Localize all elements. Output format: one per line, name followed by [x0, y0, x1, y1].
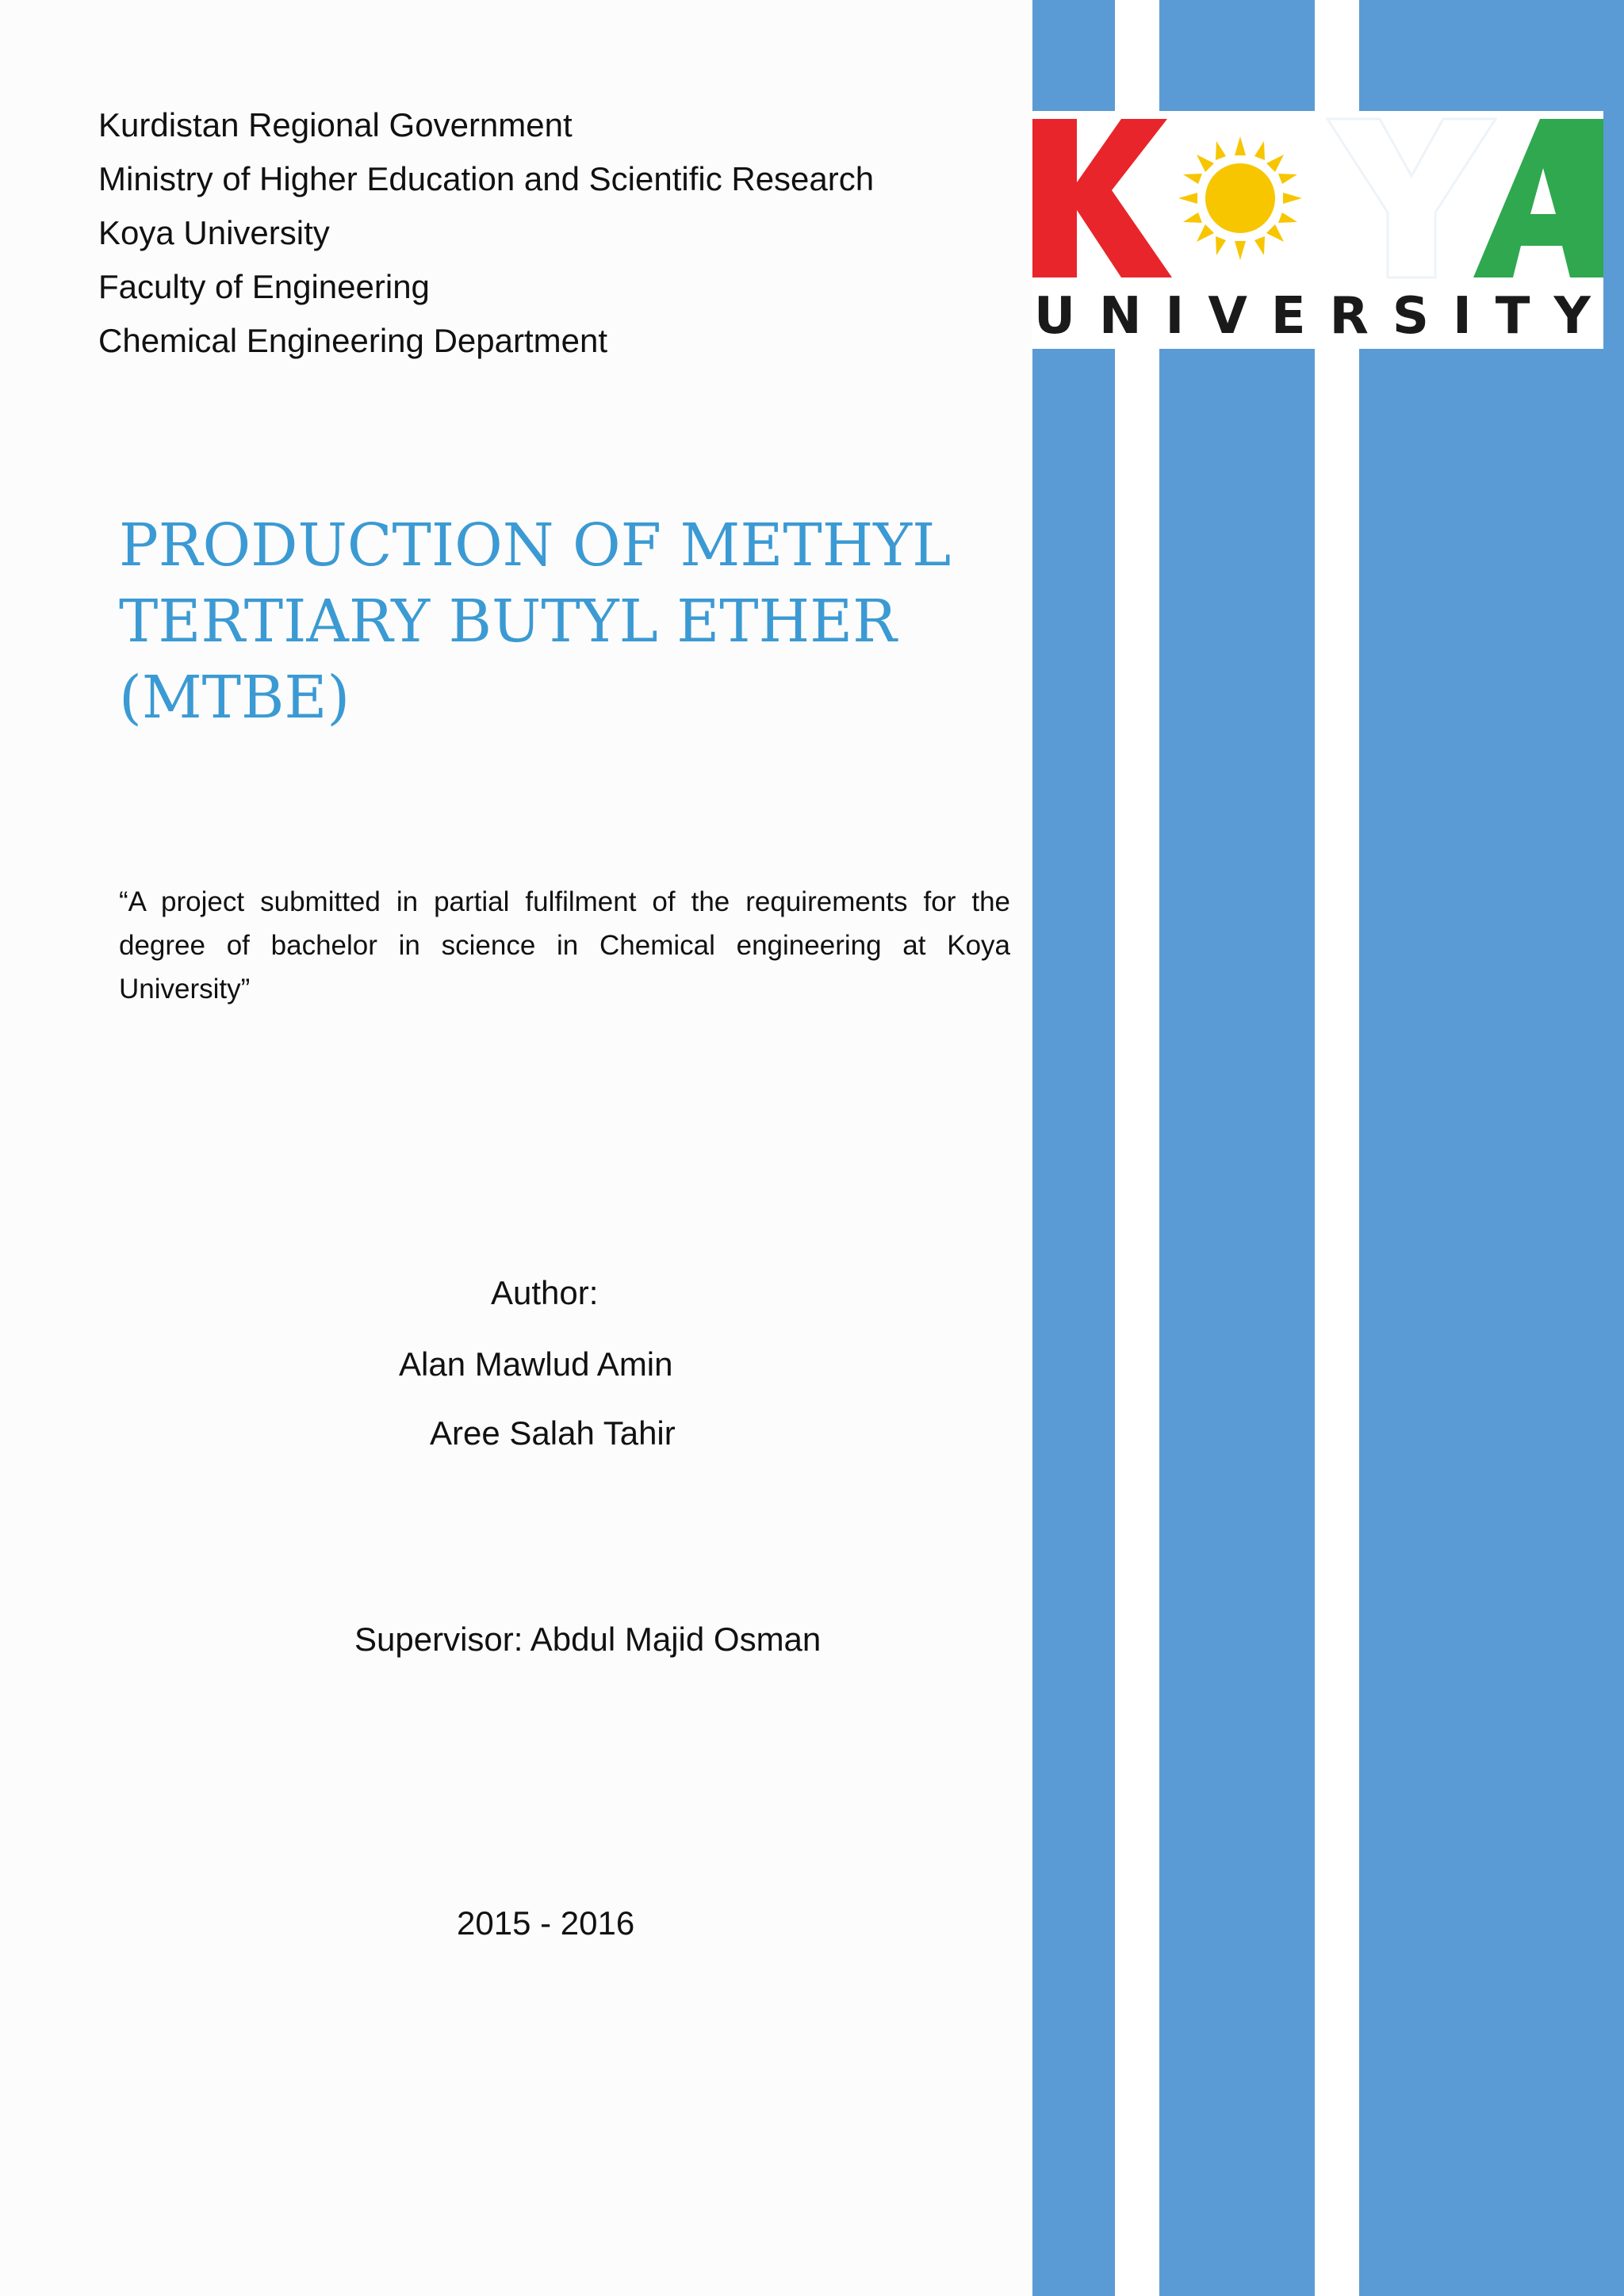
submission-statement: “A project submitted in partial fulfilment of the requirements for the degree of bachelor in science in Chemical engineering at Koya University”	[119, 886, 1010, 1004]
document-title	[119, 507, 1007, 736]
header-department: Chemical Engineering Department	[98, 322, 607, 359]
logo-subtitle: UNIVERSITY	[1034, 287, 1614, 346]
koya-logo-graphic	[1032, 111, 1603, 285]
academic-year: 2015 - 2016	[457, 1904, 635, 1942]
author-label: Author:	[491, 1274, 599, 1311]
logo-sun-icon	[1170, 128, 1310, 268]
header-university: Koya University	[98, 214, 330, 251]
supervisor: Supervisor: Abdul Majid Osman	[354, 1621, 822, 1658]
author-name: Aree Salah Tahir	[430, 1414, 676, 1452]
header-government: Kurdistan Regional Government	[98, 106, 573, 144]
author-name: Alan Mawlud Amin	[399, 1345, 673, 1383]
title-line: TERTIARY BUTYL ETHER	[119, 587, 897, 656]
title-line: PRODUCTION OF METHYL	[119, 511, 952, 580]
logo-letter-k	[1032, 119, 1172, 277]
logo-letter-y	[1327, 119, 1496, 277]
koya-university-logo	[1032, 111, 1614, 349]
header-ministry: Ministry of Higher Education and Scientific Research	[98, 160, 875, 197]
institution-header	[98, 98, 874, 368]
header-faculty: Faculty of Engineering	[98, 268, 430, 305]
title-line: (MTBE)	[119, 664, 350, 732]
